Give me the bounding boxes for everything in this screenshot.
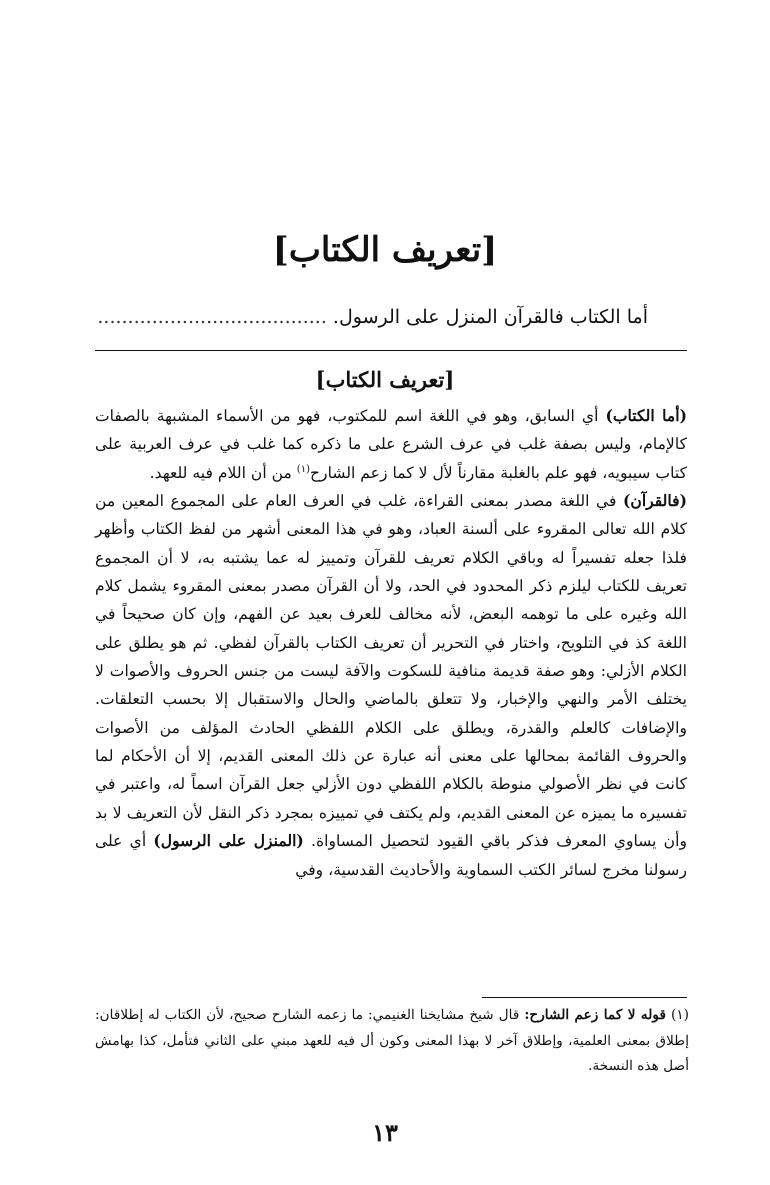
- matn-divider: [95, 350, 687, 351]
- paragraph-text: أي السابق، وهو في اللغة اسم للمكتوب، فهو من الأسماء المشبهة بالصفات كالإمام، وليس بصفة غلب في عرف الشرع على ما ذكره كما غلب في عرف العربية على كتاب سيبويه، فهو علم بالغلبة مقارناً لأل لا كما زعم الشارح: [95, 407, 687, 482]
- footnote-number: (١): [670, 1007, 690, 1023]
- page-number: ١٣: [372, 1118, 398, 1147]
- footnote-ref[interactable]: (١): [296, 463, 310, 475]
- commentary-body: [95, 402, 687, 884]
- paragraph-quran: [95, 487, 687, 884]
- footnote-text: قال شيخ مشايخنا الغنيمي: ما زعمه الشارح صحيح، لأن الكتاب له إطلاقان: إطلاق بمعنى العلمية، وإطلاق آخر لا بهذا المعنى وكون أل فيه للعهد مبني على الثاني فتأمل، كذا بهامش أصل هذه النسخة.: [95, 1007, 689, 1074]
- lead-term-2: (المنزل على الرسول): [153, 831, 304, 851]
- section-title: [تعريف الكتاب]: [315, 367, 455, 392]
- paragraph-text: في اللغة مصدر بمعنى القراءة، غلب في العرف العام على المجموع المعين من كلام الله تعالى المقروء على ألسنة العباد، وهو في هذا المعنى أشهر من لفظ الكتاب وأظهر فلذا جعله تفسيراً له وباقي الكلام تعريف للقرآن وتمييز له عما يشتبه به، لا أن المجموع تعريف للكتاب ليلزم ذكر المحدود في الحد، ولا أن القرآن مصدر بمعنى المقروء يشمل كلام الله وغيره على ما توهمه البعض، لأنه مخالف للعرف بعيد عن الفهم، وإن كان صحيحاً في اللغة كذ في التلويح، واختار في التحرير أن تعريف الكتاب بالقرآن لفظي. ثم هو يطلق على الكلام الأزلي: وهو صفة قديمة منافية للسكوت والآفة ليست من جنس الحروف والأصوات لا يختلف الأمر والنهي والإخبار، ولا تتعلق بالماضي والحال والاستقبال إلا بحسب التعلقات. والإضافات كالعلم والقدرة، ويطلق على الكلام اللفظي الحادث المؤلف من الأصوات والحروف القائمة بمحالها على معنى أنه عبارة عن ذلك المعنى القديم، إلا أن الأحكام لما كانت في نظر الأصولي منوطة بالكلام اللفظي دون الأزلي جعل القرآن اسماً له، واعتبر في تفسيره ما يميزه عن المعنى القديم، ولم يكتف في تمييزه بمجرد ذكر النقل لأن التعريف لا بد وأن يساوي المعرف فذكر باقي القيود لتحصيل المساواة.: [95, 492, 687, 851]
- footnote: [95, 1003, 689, 1080]
- footnote-label: قوله لا كما زعم الشارح:: [524, 1007, 667, 1023]
- matn-line: [88, 300, 648, 334]
- paragraph-kitab: [95, 402, 687, 487]
- chapter-title: [تعريف الكتاب]: [272, 230, 498, 270]
- footnote-divider: [482, 997, 687, 998]
- matn-dots: ......................................: [97, 306, 327, 328]
- lead-term: (أما الكتاب): [605, 406, 687, 425]
- lead-term: (فالقرآن): [623, 491, 687, 511]
- paragraph-text-after: من أن اللام فيه للعهد.: [149, 463, 297, 482]
- matn-text: أما الكتاب فالقرآن المنزل على الرسول.: [332, 306, 648, 328]
- paragraph-text-2: أي على رسولنا مخرج لسائر الكتب السماوية والأحاديث القدسية، وفي: [95, 832, 687, 879]
